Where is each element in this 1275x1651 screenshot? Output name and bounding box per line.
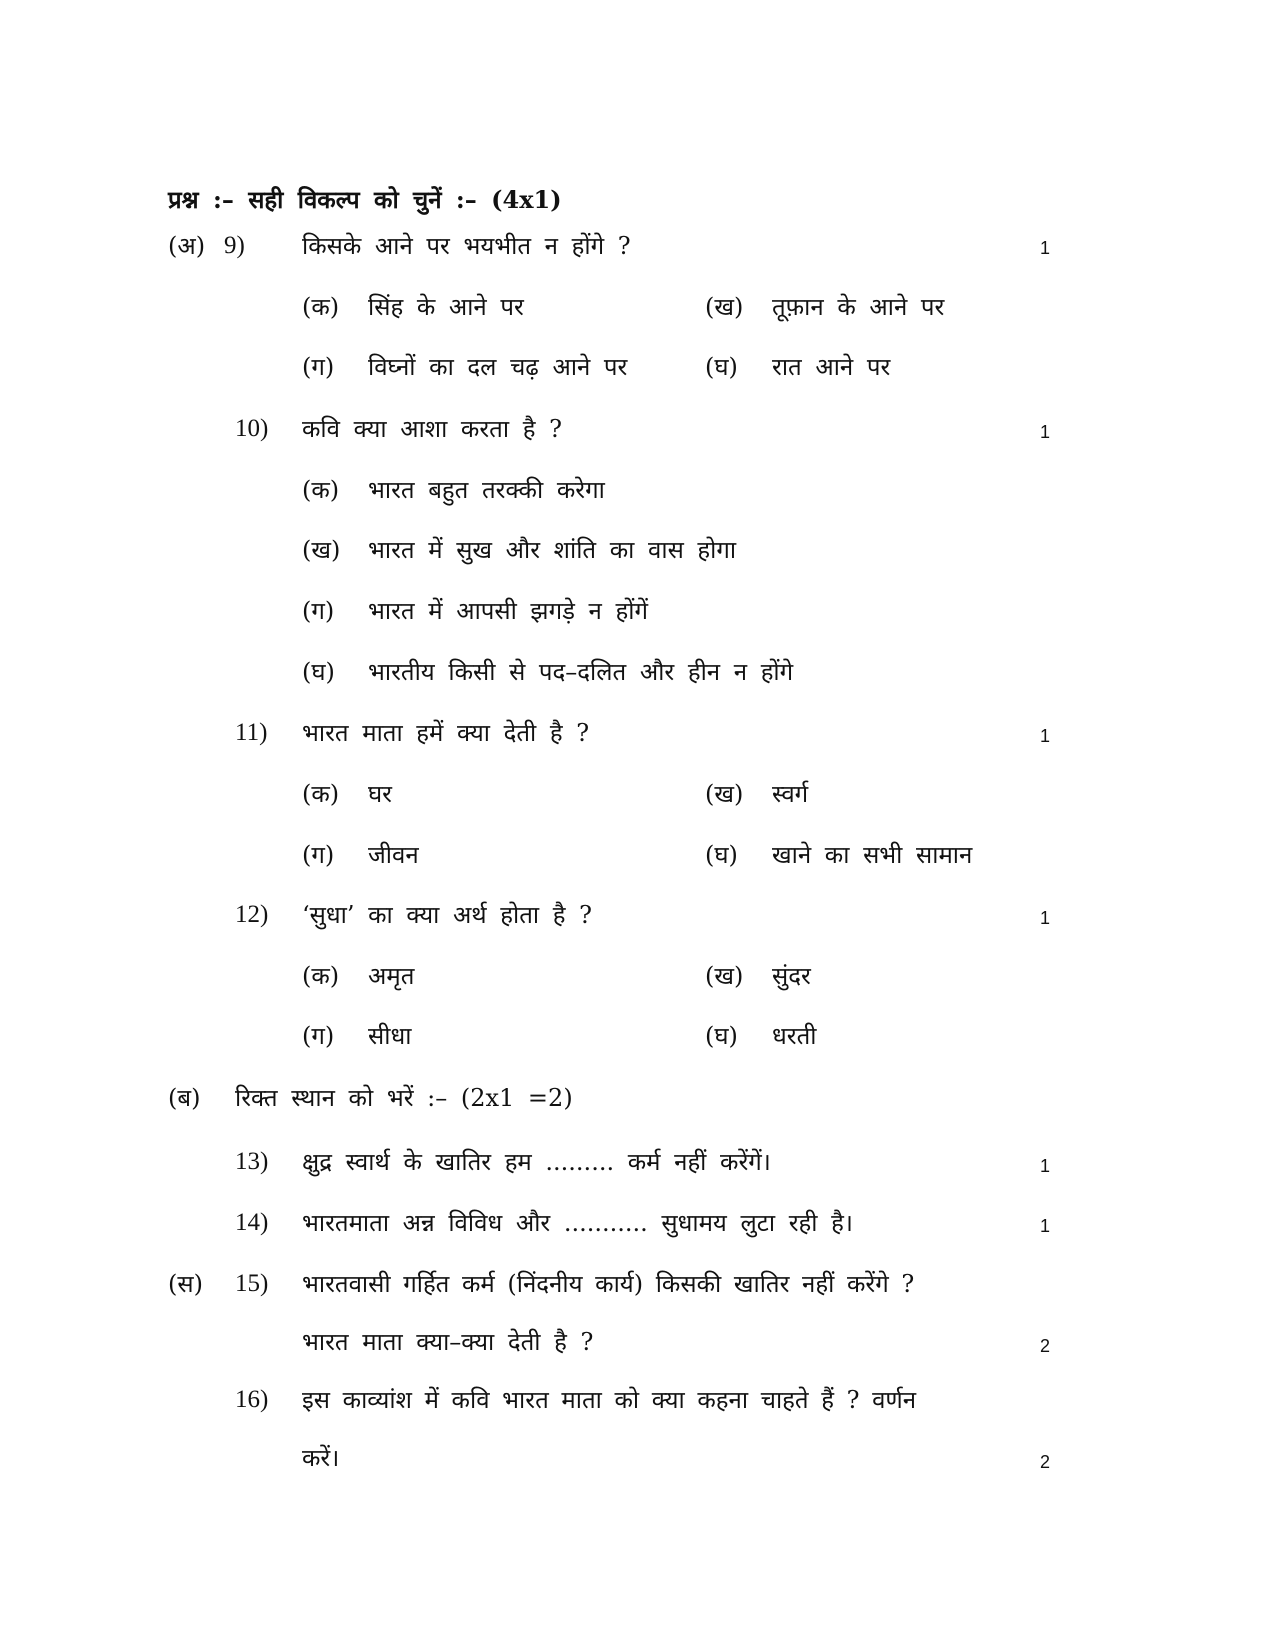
question-10-text: कवि क्या आशा करता है ? xyxy=(302,415,562,443)
section-a-label: (अ) xyxy=(168,232,206,260)
question-14-marks: 1 xyxy=(1040,1216,1051,1236)
option-text: घर xyxy=(368,780,392,808)
question-15-line2: भारत माता क्या–क्या देती है ? xyxy=(302,1328,594,1356)
option-text: रात आने पर xyxy=(772,353,891,381)
option-text: धरती xyxy=(772,1022,817,1050)
question-15-number: 15) xyxy=(235,1270,269,1297)
option-label: (ख) xyxy=(705,780,744,808)
option-label: (घ) xyxy=(705,353,738,381)
question-16-marks: 2 xyxy=(1040,1452,1051,1472)
question-15-marks: 2 xyxy=(1040,1336,1051,1356)
option-label: (घ) xyxy=(302,658,335,686)
option-label: (क) xyxy=(302,780,340,808)
question-12-marks: 1 xyxy=(1040,908,1051,928)
option-label: (क) xyxy=(302,476,340,504)
option-text: जीवन xyxy=(368,841,419,869)
question-11-number: 11) xyxy=(235,719,268,746)
question-15-line1: भारतवासी गर्हित कर्म (निंदनीय कार्य) किसकी खातिर नहीं करेंगे ? xyxy=(302,1270,915,1298)
section-c-label: (स) xyxy=(168,1270,203,1298)
option-label: (ग) xyxy=(302,597,335,625)
section-b-label: (ब) xyxy=(168,1084,201,1112)
question-11-marks: 1 xyxy=(1040,726,1051,746)
section-b-title: रिक्त स्थान को भरें :– (2x1 =2) xyxy=(235,1084,573,1112)
option-text: तूफ़ान के आने पर xyxy=(772,293,945,321)
option-text: भारत में सुख और शांति का वास होगा xyxy=(368,536,737,564)
option-label: (क) xyxy=(302,293,340,321)
question-12-text: ‘सुधा’ का क्या अर्थ होता है ? xyxy=(302,901,592,929)
option-label: (ग) xyxy=(302,1022,335,1050)
question-12-number: 12) xyxy=(235,901,269,928)
question-13-text: क्षुद्र स्वार्थ के खातिर हम ......... कर्म नहीं करेंगें। xyxy=(302,1148,771,1176)
option-text: स्वर्ग xyxy=(772,780,809,808)
question-14-number: 14) xyxy=(235,1209,269,1236)
option-label: (ग) xyxy=(302,841,335,869)
question-11-text: भारत माता हमें क्या देती है ? xyxy=(302,719,590,747)
question-10-marks: 1 xyxy=(1040,422,1051,442)
option-label: (घ) xyxy=(705,1022,738,1050)
option-text: भारत बहुत तरक्की करेगा xyxy=(368,476,605,504)
option-label: (ख) xyxy=(302,536,341,564)
question-16-number: 16) xyxy=(235,1386,269,1413)
question-16-line1: इस काव्यांश में कवि भारत माता को क्या कहना चाहते हैं ? वर्णन xyxy=(302,1386,917,1414)
option-text: भारत में आपसी झगड़े न होंगें xyxy=(368,597,648,625)
question-16-line2: करें। xyxy=(302,1444,340,1472)
question-13-marks: 1 xyxy=(1040,1156,1051,1176)
option-label: (ग) xyxy=(302,353,335,381)
option-text: भारतीय किसी से पद–दलित और हीन न होंगे xyxy=(368,658,794,686)
option-text: सुंदर xyxy=(772,962,811,990)
option-text: अमृत xyxy=(368,962,415,990)
question-13-number: 13) xyxy=(235,1148,269,1175)
option-label: (ख) xyxy=(705,962,744,990)
question-14-text: भारतमाता अन्न विविध और ........... सुधामय लुटा रही है। xyxy=(302,1209,853,1237)
option-label: (क) xyxy=(302,962,340,990)
option-label: (घ) xyxy=(705,841,738,869)
question-9-marks: 1 xyxy=(1040,238,1051,258)
question-9-number: 9) xyxy=(224,232,245,259)
option-text: सिंह के आने पर xyxy=(368,293,524,321)
option-text: विघ्नों का दल चढ़ आने पर xyxy=(368,353,628,381)
instruction-heading: प्रश्न :– सही विकल्प को चुनें :– (4x1) xyxy=(168,185,562,214)
option-text: खाने का सभी सामान xyxy=(772,841,973,869)
question-9-text: किसके आने पर भयभीत न होंगे ? xyxy=(302,232,631,260)
option-label: (ख) xyxy=(705,293,744,321)
option-text: सीधा xyxy=(368,1022,412,1050)
question-10-number: 10) xyxy=(235,415,269,442)
